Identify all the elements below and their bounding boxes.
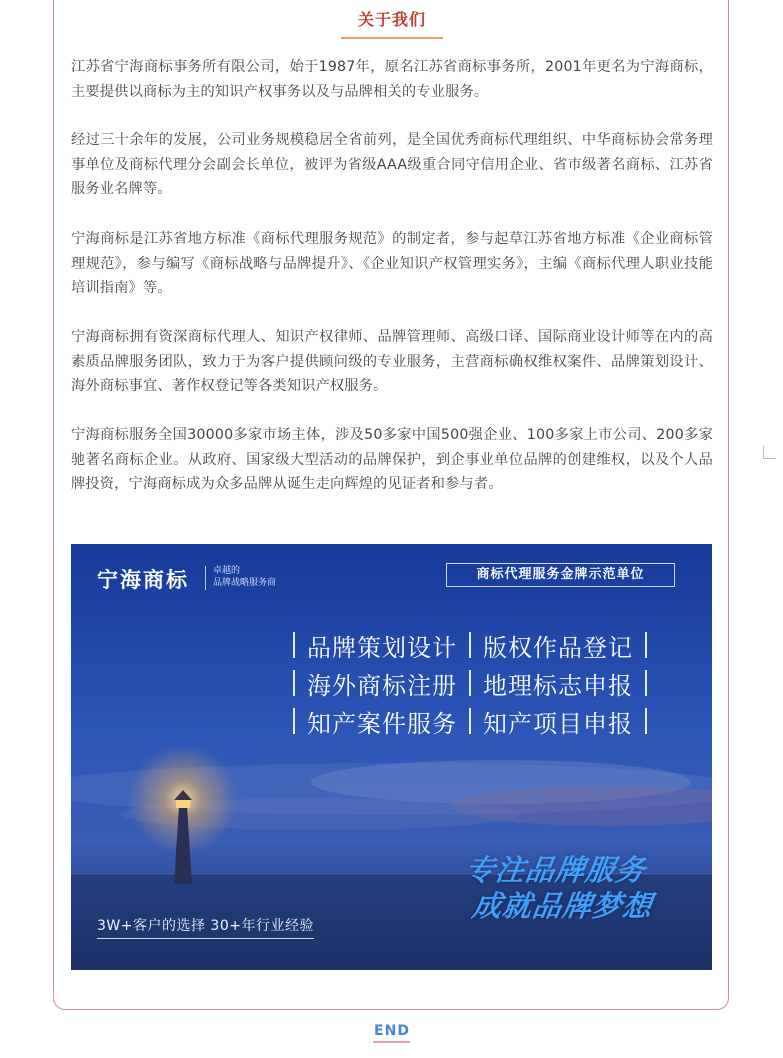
section-title: 关于我们	[357, 10, 426, 29]
promo-banner	[71, 544, 712, 970]
paragraph-team: 宁海商标拥有资深商标代理人、知识产权律师、品牌管理师、高级口译、国际商业设计师等在内的高素质品牌服务团队，致力于为客户提供顾问级的专业服务，主营商标确权维权案件、品牌策划设计、海外商标事宜、著作权登记等各类知识产权服务。	[71, 329, 713, 394]
paragraph-clients: 宁海商标服务全国30000多家市场主体，涉及50多家中国500强企业、100多家上市公司、200多家驰著名商标企业。从政府、国家级大型活动的品牌保护，到企事业单位品牌的创建维权，以及个人品牌投资，宁海商标成为众多品牌从诞生走向辉煌的见证者和参与者。	[71, 427, 713, 492]
service-item: 海外商标注册	[307, 671, 457, 700]
service-item: 知产案件服务	[307, 709, 457, 738]
paragraph-development: 经过三十余年的发展，公司业务规模稳居全省前列，是全国优秀商标代理组织、中华商标协会常务理事单位及商标代理分会副会长单位，被评为省级AAA级重合同守信用企业、省市级著名商标、江苏省服务业名牌等。	[71, 132, 713, 197]
service-item: 品牌策划设计	[307, 633, 457, 662]
brand-tagline-line2: 品牌战略服务商	[213, 578, 277, 588]
service-item: 知产项目申报	[483, 709, 633, 738]
service-divider	[469, 632, 471, 658]
service-divider	[293, 632, 295, 658]
slogan-line1: 专注品牌服务	[463, 853, 648, 887]
side-marker	[763, 446, 776, 459]
service-row	[293, 628, 659, 662]
brand-divider	[205, 566, 206, 590]
service-row	[293, 666, 659, 700]
brand-tagline	[213, 565, 276, 589]
service-row	[293, 704, 659, 738]
brand-tagline-line1: 卓越的	[213, 566, 241, 576]
end-underline	[373, 1041, 410, 1043]
honor-badge: 商标代理服务金牌示范单位	[446, 563, 675, 587]
slogan	[458, 852, 660, 924]
service-divider	[645, 708, 647, 734]
service-divider	[645, 632, 647, 658]
slogan-line2: 成就品牌梦想	[470, 889, 655, 923]
service-item: 地理标志申报	[483, 671, 633, 700]
service-divider	[645, 670, 647, 696]
service-divider	[469, 670, 471, 696]
end-marker: END	[374, 1023, 410, 1039]
paragraph-standards: 宁海商标是江苏省地方标准《商标代理服务规范》的制定者，参与起草江苏省地方标准《企业商标管理规范》，参与编写《商标战略与品牌提升》、《企业知识产权管理实务》，主编《商标代理人职业技能培训指南》等。	[71, 231, 713, 296]
title-underline	[341, 37, 443, 39]
service-item: 版权作品登记	[483, 633, 633, 662]
paragraph-history: 江苏省宁海商标事务所有限公司，始于1987年，原名江苏省商标事务所，2001年更名为宁海商标，主要提供以商标为主的知识产权事务以及与品牌相关的专业服务。	[71, 59, 713, 100]
brand-name: 宁海商标	[97, 568, 189, 592]
stats-caption: 3W+客户的选择 30+年行业经验	[97, 915, 314, 939]
service-divider	[293, 670, 295, 696]
service-divider	[469, 708, 471, 734]
service-divider	[293, 708, 295, 734]
